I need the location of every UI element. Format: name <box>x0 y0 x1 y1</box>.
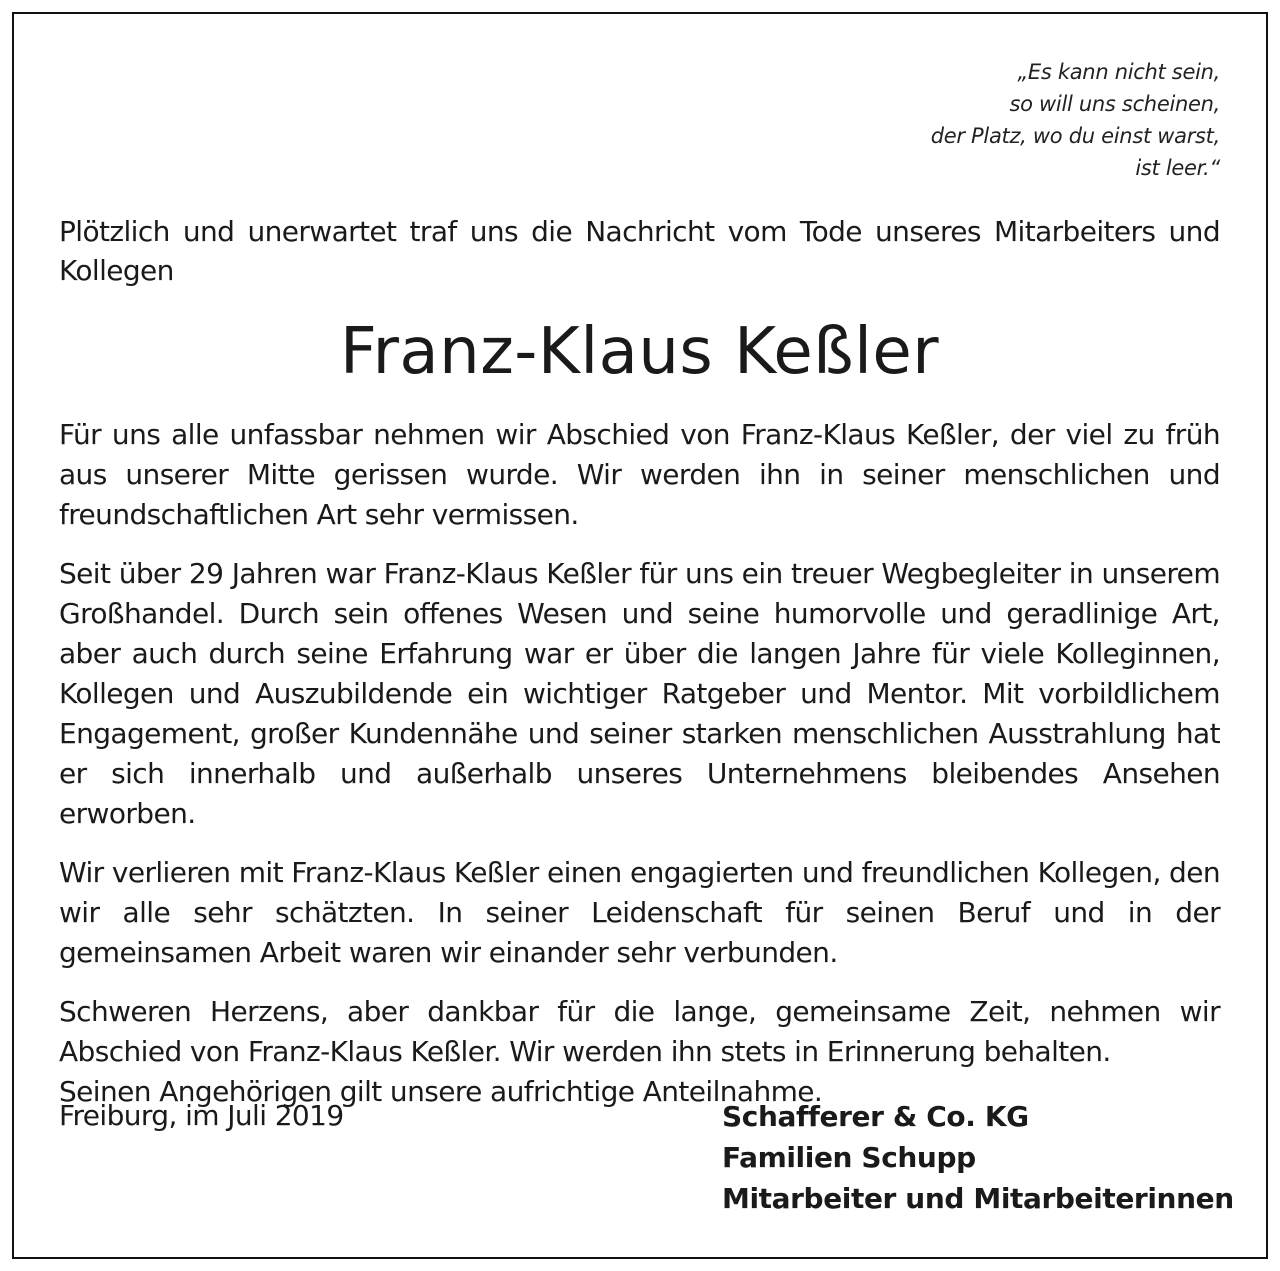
deceased-name: Franz-Klaus Keßler <box>339 315 940 389</box>
motto-line: so will uns scheinen, <box>1009 92 1220 116</box>
place-date: Freiburg, im Juli 2019 <box>59 1099 344 1132</box>
paragraph: Seit über 29 Jahren war Franz-Klaus Keßler für uns ein treuer Wegbegleiter in unserem Großhandel. Durch sein offenes Wesen und seine humorvolle und geradlinige Art, aber auch durch seine Erfahrung war er über die langen Jahre für viele Kolleginnen, Kollegen und Auszubildende ein wichtiger Ratgeber und Mentor. Mit vorbildlichem Engagement, großer Kundennähe und seiner starken menschlichen Ausstrahlung hat er sich innerhalb und außerhalb unseres Unternehmens bleibendes Ansehen erworben. <box>59 557 1220 830</box>
paragraph-closing <box>59 992 1220 1112</box>
signers-block <box>722 1096 1234 1219</box>
signer: Familien Schupp <box>722 1141 976 1174</box>
paragraph-text: Schweren Herzens, aber dankbar für die lange, gemeinsame Zeit, nehmen wir Abschied von Franz-Klaus Keßler. Wir werden ihn stets in Erinnerung behalten. <box>59 995 1220 1068</box>
obituary-body <box>59 415 1220 1131</box>
paragraph: Für uns alle unfassbar nehmen wir Abschied von Franz-Klaus Keßler, der viel zu früh aus unserer Mitte gerissen wurde. Wir werden ihn in seiner menschlichen und freundschaftlichen Art sehr vermissen. <box>59 418 1220 531</box>
condolence-line: Seinen Angehörigen gilt unsere aufrichtige Anteilnahme. <box>59 1075 823 1108</box>
motto-line: ist leer.“ <box>1135 156 1220 180</box>
signer: Mitarbeiter und Mitarbeiterinnen <box>722 1182 1234 1215</box>
motto-quote <box>931 56 1220 184</box>
motto-line: der Platz, wo du einst warst, <box>930 124 1220 148</box>
paragraph: Wir verlieren mit Franz-Klaus Keßler einen engagierten und freundlichen Kollegen, den wir alle sehr schätzten. In seiner Leidenschaft für seinen Beruf und in der gemeinsamen Arbeit waren wir einander sehr verbunden. <box>59 856 1220 969</box>
signer: Schafferer & Co. KG <box>722 1100 1029 1133</box>
motto-line: „Es kann nicht sein, <box>1017 60 1220 84</box>
intro-text: Plötzlich und unerwartet traf uns die Nachricht vom Tode unseres Mitarbeiters und Kollegen <box>59 215 1220 287</box>
